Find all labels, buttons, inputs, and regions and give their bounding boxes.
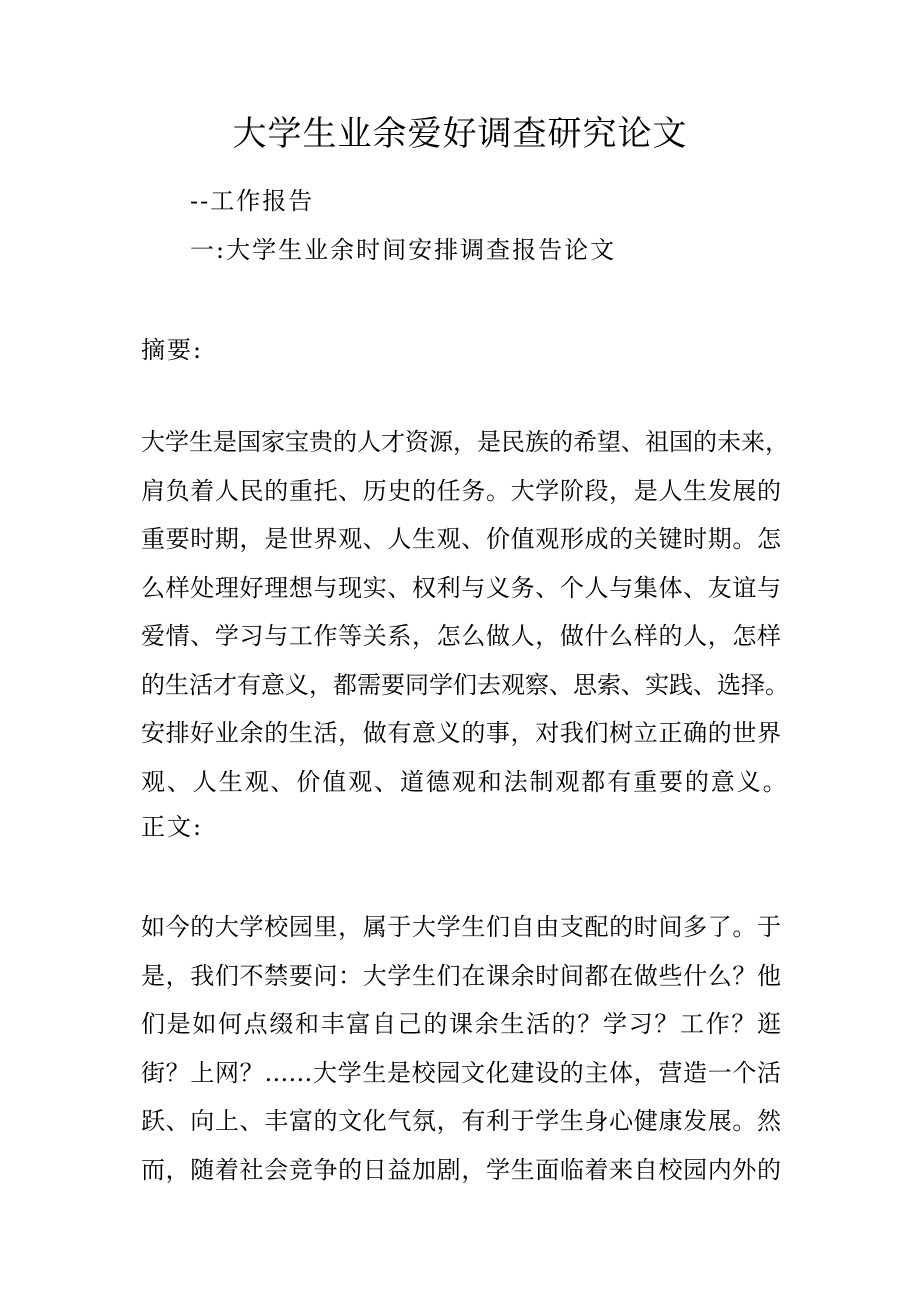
abstract-line: 大学生是国家宝贵的人才资源，是民族的希望、祖国的未来， — [141, 428, 789, 456]
abstract-line: 爱情、学习与工作等关系，怎么做人，做什么样的人，怎样 — [141, 622, 781, 650]
body-line: 们是如何点缀和丰富自己的课余生活的？学习？工作？逛 — [141, 1010, 781, 1038]
abstract-line: 肩负着人民的重托、历史的任务。大学阶段，是人生发展的 — [141, 476, 781, 505]
document-subtitle-survey-report: 一:大学生业余时间安排调查报告论文 — [190, 236, 617, 264]
document-title: 大学生业余爱好调查研究论文 — [232, 114, 688, 154]
abstract-line: 么样处理好理想与现实、权利与义务、个人与集体、友谊与 — [141, 573, 781, 602]
abstract-paragraph — [141, 418, 789, 806]
body-line: 如今的大学校园里，属于大学生们自由支配的时间多了。于 — [141, 913, 781, 941]
abstract-line: 安排好业余的生活，做有意义的事，对我们树立正确的世界 — [141, 719, 781, 747]
body-line: 街？上网？……大学生是校园文化建设的主体，营造一个活 — [141, 1058, 781, 1087]
abstract-heading: 摘要: — [141, 336, 204, 364]
body-line: 是，我们不禁要问：大学生们在课余时间都在做些什么？他 — [141, 961, 781, 990]
body-paragraph — [141, 903, 781, 1194]
abstract-line: 观、人生观、价值观、道德观和法制观都有重要的意义。 — [141, 767, 789, 796]
abstract-line: 重要时期，是世界观、人生观、价值观形成的关键时期。怎 — [141, 525, 781, 553]
body-line: 跃、向上、丰富的文化气氛，有利于学生身心健康发展。然 — [141, 1107, 781, 1135]
document-subtitle-work-report: --工作报告 — [190, 187, 315, 215]
abstract-line: 的生活才有意义，都需要同学们去观察、思索、实践、选择。 — [141, 670, 789, 699]
body-line: 而，随着社会竞争的日益加剧，学生面临着来自校园内外的 — [141, 1155, 781, 1184]
body-heading: 正文: — [141, 813, 204, 841]
